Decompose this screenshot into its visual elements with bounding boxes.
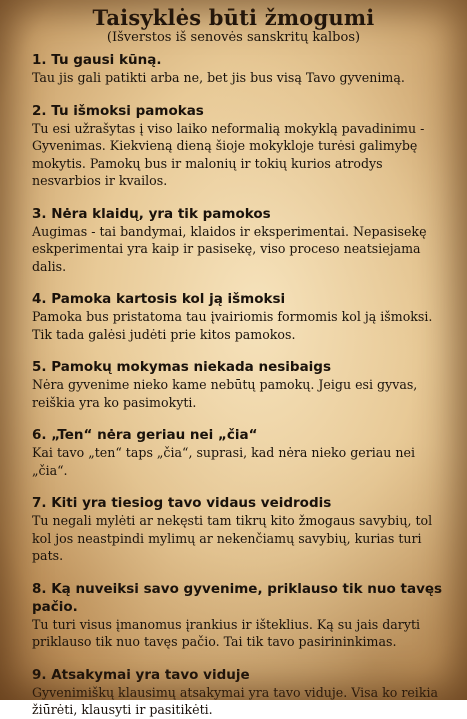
rule-heading: 5. Pamokų mokymas niekada nesibaigs [32, 359, 332, 375]
rule-1 [32, 51, 451, 87]
rule-heading: 1. Tu gausi kūną. [32, 52, 162, 68]
rule-3 [32, 205, 451, 276]
rule-heading: 4. Pamoka kartosis kol ją išmoksi [32, 291, 286, 307]
rule-5 [32, 358, 451, 411]
rule-4 [32, 290, 451, 343]
rule-text: Pamoka bus pristatoma tau įvairiomis formomis kol ją išmoksi. Tik tada galėsi judėti prie kitos pamokos. [32, 309, 433, 342]
rule-text: Tau jis gali patikti arba ne, bet jis bus visą Tavo gyvenimą. [32, 70, 405, 85]
rule-text: Kai tavo „ten“ taps „čia“, suprasi, kad nėra nieko geriau nei „čia“. [32, 445, 416, 478]
rule-text: Augimas - tai bandymai, klaidos ir eksperimentai. Nepasisekę eskperimentai yra kaip ir pasisekę, viso proceso neatsiejama dalis. [32, 223, 427, 274]
page-header [16, 6, 451, 45]
rule-7 [32, 494, 451, 565]
rule-heading: 3. Nėra klaidų, yra tik pamokos [32, 205, 271, 222]
rule-text: Tu turi visus įmanomus įrankius ir išteklius. Ką su jais daryti priklauso tik nuo tavęs pačio. Tai tik tavo pasirininkimas. [32, 616, 421, 649]
rule-heading: 6. „Ten“ nėra geriau nei „čia“ [32, 427, 258, 443]
rule-heading: 7. Kiti yra tiesiog tavo vidaus veidrodis [32, 495, 332, 511]
rule-8 [32, 580, 451, 651]
rule-text: Tu esi užrašytas į viso laiko neformalią mokyklą pavadinimu - Gyvenimas. Kiekvieną dieną šioje mokykloje turėsi galimybę mokytis. Pamokų bus ir malonių ir tokių kurios atrodys nesvarbios ir kvailos. [32, 120, 425, 188]
page-title: Taisyklės būti žmogumi [92, 5, 375, 30]
rule-6 [32, 426, 451, 479]
rule-text: Gyvenimiškų klausimų atsakymai yra tavo viduje. Visa ko reikia žiūrėti, klausyti ir pasitikėti. [32, 684, 439, 717]
rule-text: Tu negali mylėti ar nekęsti tam tikrų kito žmogaus savybių, tol kol jos neastpindi mylimų ar nekenčiamų savybių, kurias turi pats. [32, 513, 433, 563]
page-subtitle: (Išverstos iš senovės sanskritų kalbos) [106, 30, 361, 45]
rule-heading: 8. Ką nuveiksi savo gyvenime, priklauso tik nuo tavęs pačio. [32, 580, 443, 615]
rule-9 [32, 666, 451, 719]
rule-text: Nėra gyvenime nieko kame nebūtų pamokų. Jeigu esi gyvas, reiškia yra ko pasimokyti. [32, 377, 418, 410]
rule-2 [32, 102, 451, 190]
rule-heading: 9. Atsakymai yra tavo viduje [32, 666, 250, 683]
rule-heading: 2. Tu išmoksi pamokas [32, 102, 204, 119]
